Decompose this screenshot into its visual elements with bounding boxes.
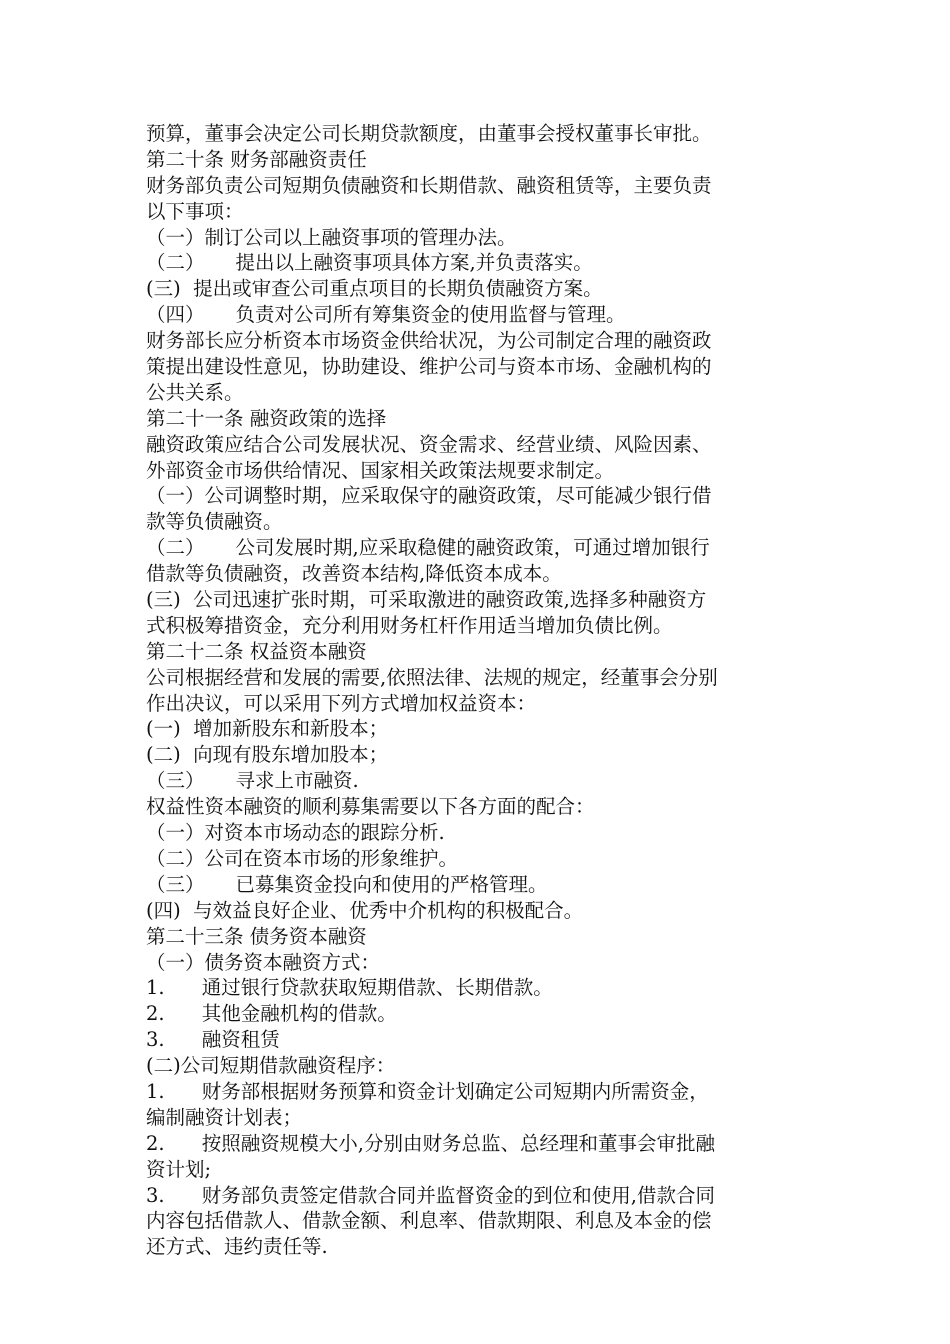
list-item: （四） 负责对公司所有筹集资金的使用监督与管理。 bbox=[146, 303, 626, 327]
section-heading: 第二十三条 债务资本融资 bbox=[146, 924, 367, 948]
list-item: （三） 已募集资金投向和使用的严格管理。 bbox=[146, 872, 548, 896]
list-item: 3. 财务部负责签定借款合同并监督资金的到位和使用,借款合同 bbox=[146, 1183, 715, 1207]
list-item: (三) 公司迅速扩张时期，可采取激进的融资政策,选择多种融资方 bbox=[146, 588, 707, 612]
text-line: 融资政策应结合公司发展状况、资金需求、经营业绩、风险因素、 bbox=[146, 432, 712, 456]
text-line: 公司根据经营和发展的需要,依照法律、法规的规定，经董事会分别 bbox=[146, 665, 718, 689]
list-item: 2. 其他金融机构的借款。 bbox=[146, 1002, 397, 1026]
text-line: 款等负债融资。 bbox=[146, 510, 283, 534]
list-item: （二）公司在资本市场的形象维护。 bbox=[146, 846, 459, 870]
list-item: （一）债务资本融资方式： bbox=[146, 950, 381, 974]
list-item: （二） 公司发展时期,应采取稳健的融资政策，可通过增加银行 bbox=[146, 536, 710, 560]
text-line: 编制融资计划表； bbox=[146, 1105, 303, 1129]
text-line: 公共关系。 bbox=[146, 380, 244, 404]
document-body bbox=[146, 121, 826, 1260]
list-item: 1. 通过银行贷款获取短期借款、长期借款。 bbox=[146, 976, 553, 1000]
text-line: 财务部长应分析资本市场资金供给状况，为公司制定合理的融资政 bbox=[146, 329, 712, 353]
text-line: 以下事项： bbox=[146, 199, 244, 223]
section-heading: 第二十条 财务部融资责任 bbox=[146, 147, 367, 171]
list-item: (三) 提出或审查公司重点项目的长期负债融资方案。 bbox=[146, 277, 603, 301]
list-item: 3. 融资租赁 bbox=[146, 1028, 280, 1052]
list-item: (二) 向现有股东增加股本； bbox=[146, 743, 389, 767]
text-line: 作出决议，可以采用下列方式增加权益资本： bbox=[146, 691, 537, 715]
list-item: 1. 财务部根据财务预算和资金计划确定公司短期内所需资金， bbox=[146, 1079, 709, 1103]
section-heading: 第二十一条 融资政策的选择 bbox=[146, 406, 387, 430]
text-line: 还方式、违约责任等. bbox=[146, 1235, 328, 1259]
list-item: （一）对资本市场动态的跟踪分析. bbox=[146, 821, 445, 845]
text-line: 式积极筹措资金，充分利用财务杠杆作用适当增加负债比例。 bbox=[146, 613, 673, 637]
list-item: （一）公司调整时期，应采取保守的融资政策，尽可能减少银行借 bbox=[146, 484, 712, 508]
list-item: (一) 增加新股东和新股本； bbox=[146, 717, 389, 741]
list-item: （二） 提出以上融资事项具体方案,并负责落实。 bbox=[146, 251, 593, 275]
text-line: 外部资金市场供给情况、国家相关政策法规要求制定。 bbox=[146, 458, 615, 482]
list-item: 2. 按照融资规模大小,分别由财务总监、总经理和董事会审批融 bbox=[146, 1131, 715, 1155]
text-line: 策提出建设性意见，协助建设、维护公司与资本市场、金融机构的 bbox=[146, 355, 712, 379]
text-line: 权益性资本融资的顺利募集需要以下各方面的配合： bbox=[146, 795, 595, 819]
text-line: 借款等负债融资，改善资本结构,降低资本成本。 bbox=[146, 562, 562, 586]
text-line: 内容包括借款人、借款金额、利息率、借款期限、利息及本金的偿 bbox=[146, 1209, 712, 1233]
list-item: (四) 与效益良好企业、优秀中介机构的积极配合。 bbox=[146, 898, 584, 922]
text-line: 财务部负责公司短期负债融资和长期借款、融资租赁等，主要负责 bbox=[146, 173, 712, 197]
list-item: (二)公司短期借款融资程序： bbox=[146, 1054, 396, 1078]
list-item: （一）制订公司以上融资事项的管理办法。 bbox=[146, 225, 517, 249]
list-item: （三） 寻求上市融资. bbox=[146, 769, 359, 793]
text-line: 预算，董事会决定公司长期贷款额度，由董事会授权董事长审批。 bbox=[146, 122, 712, 145]
text-line: 资计划; bbox=[146, 1157, 212, 1181]
section-heading: 第二十二条 权益资本融资 bbox=[146, 639, 367, 663]
